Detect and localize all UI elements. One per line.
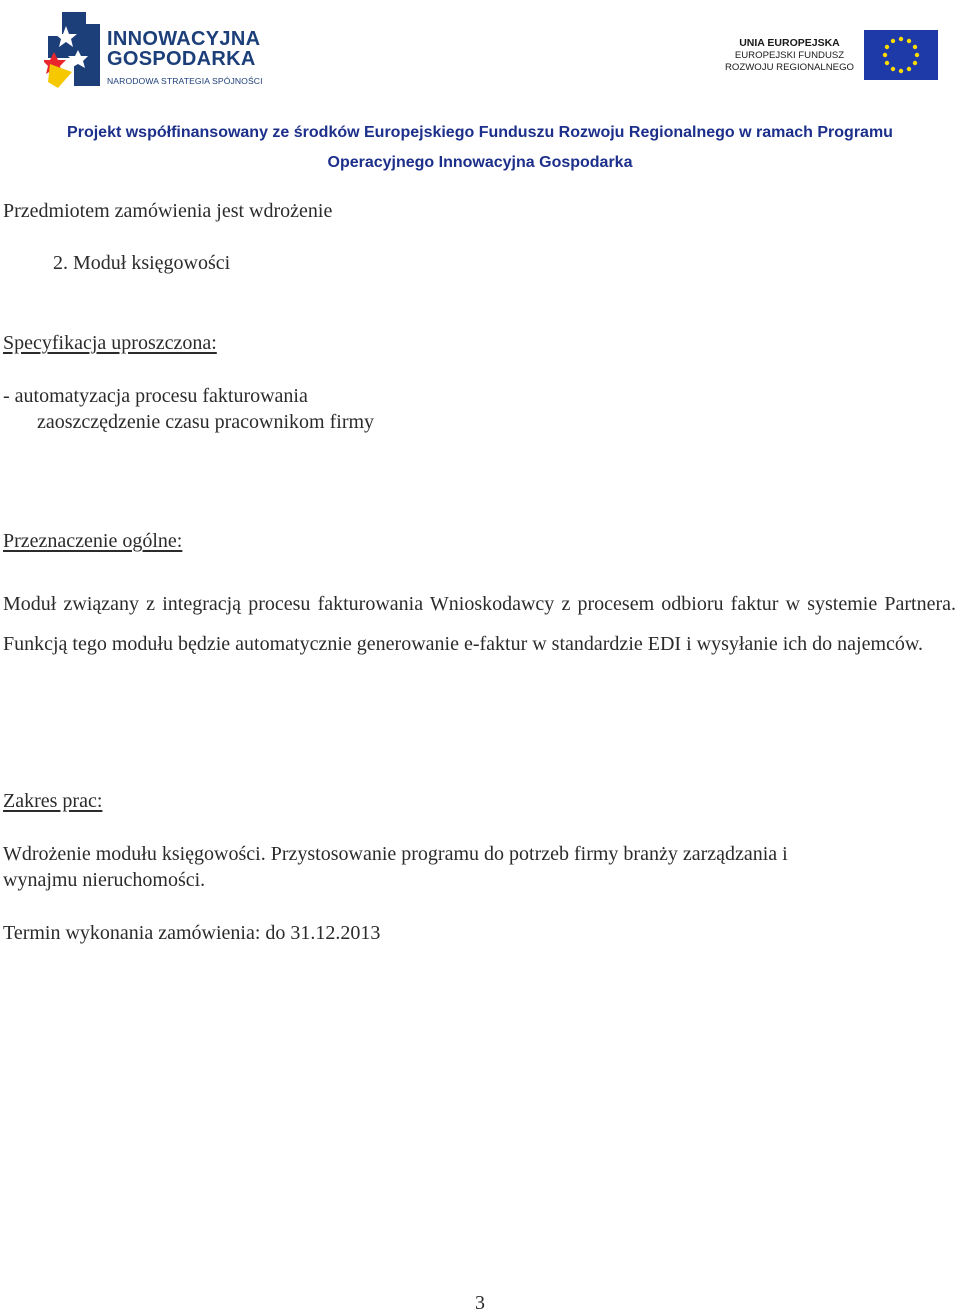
purpose-paragraph: Moduł związany z integracją procesu fakturowania Wnioskodawcy z procesem odbioru faktur w systemie Partnera. Funkcją tego modułu będzie automatycznie generowanie e-faktur w standardzie EDI i wysyłanie ich do najemców. (3, 593, 956, 655)
logo-line-2: GOSPODARKA (107, 48, 256, 70)
scope-line-2: wynajmu nieruchomości. (3, 869, 206, 891)
spec-heading: Specyfikacja uproszczona: (3, 332, 217, 354)
logo-wordmark (107, 29, 260, 69)
eu-logo-line-1: UNIA EUROPEJSKA (739, 37, 840, 49)
eu-flag-icon (864, 30, 938, 80)
innowacyjna-gospodarka-logo (44, 12, 284, 88)
purpose-heading: Przeznaczenie ogólne: (3, 530, 183, 552)
innowacyjna-gospodarka-emblem-icon (44, 12, 104, 88)
logo-tagline: NARODOWA STRATEGIA SPÓJNOŚCI (107, 76, 263, 86)
caption-line-2: Operacyjnego Innowacyjna Gospodarka (327, 154, 633, 171)
spec-item-2: zaoszczędzenie czasu pracownikom firmy (37, 411, 375, 433)
logo-line-1: INNOWACYJNA (107, 28, 261, 50)
eu-logo (720, 28, 938, 84)
eu-logo-text (725, 37, 854, 74)
eu-logo-line-2: EUROPEJSKI FUNDUSZ (734, 50, 845, 61)
scope-heading: Zakres prac: (3, 790, 103, 812)
cofinancing-caption (0, 118, 960, 178)
spec-item-1: - automatyzacja procesu fakturowania (3, 385, 308, 407)
eu-logo-line-3: ROZWOJU REGIONALNEGO (725, 62, 854, 73)
intro-text: Przedmiotem zamówienia jest wdrożenie (3, 200, 333, 222)
caption-line-1: Projekt współfinansowany ze środków Europejskiego Funduszu Rozwoju Regionalnego w ramach Programu (67, 124, 893, 141)
page-number: 3 (475, 1292, 485, 1314)
scope-line-1: Wdrożenie modułu księgowości. Przystosowanie programu do potrzeb firmy branży zarządzania i (3, 843, 788, 865)
deadline-text: Termin wykonania zamówienia: do 31.12.2013 (3, 922, 381, 944)
module-heading: 2. Moduł księgowości (53, 252, 231, 274)
